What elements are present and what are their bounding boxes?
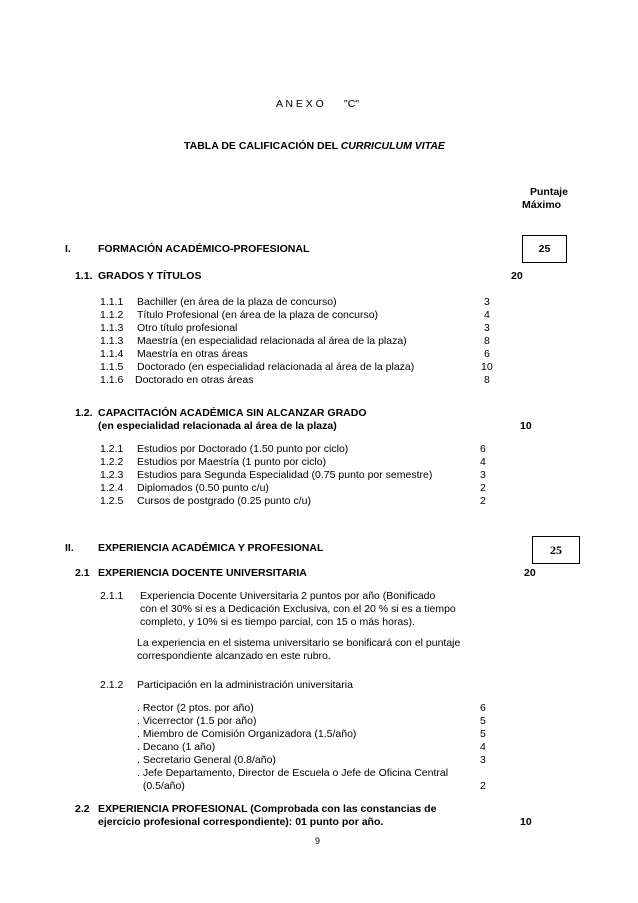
list-item-points: 3 <box>484 322 490 334</box>
admin-item-text: . Miembro de Comisión Organizadora (1.5/año) <box>137 728 357 740</box>
sub-1-1-number: 1.1. <box>75 270 93 282</box>
section-1-numeral: I. <box>65 243 71 255</box>
list-item-text: Estudios por Doctorado (1.50 punto por ciclo) <box>137 443 349 455</box>
list-item-text: Maestría en otras áreas <box>137 348 248 360</box>
list-item-text: Otro título profesional <box>137 322 238 334</box>
list-item-text: Título Profesional (en área de la plaza de concurso) <box>137 309 379 321</box>
admin-item-points: 6 <box>480 702 486 714</box>
list-item-points: 4 <box>480 456 486 468</box>
list-item-code: 1.1.1 <box>100 296 124 308</box>
annex-label: A N E X O <box>276 98 324 110</box>
sub-1-2-max: 10 <box>520 420 532 432</box>
section-2-title: EXPERIENCIA ACADÉMICA Y PROFESIONAL <box>98 542 324 554</box>
list-item-code: 1.2.2 <box>100 456 124 468</box>
item-2-1-1-code: 2.1.1 <box>100 590 124 602</box>
page-title-italic: CURRICULUM VITAE <box>340 140 445 152</box>
score-header-maximo: Máximo <box>522 199 562 211</box>
sub-1-2-title-line2: (en especialidad relacionada al área de la plaza) <box>98 420 337 432</box>
sub-1-2-number: 1.2. <box>75 407 93 419</box>
list-item-text: Doctorado (en especialidad relacionada al área de la plaza) <box>137 361 415 373</box>
list-item-text: Diplomados (0.50 punto c/u) <box>137 482 269 494</box>
admin-item-text: . Jefe Departamento, Director de Escuela o Jefe de Oficina Central <box>137 767 449 779</box>
sub-2-2-number: 2.2 <box>75 803 90 815</box>
list-item-code: 1.2.1 <box>100 443 124 455</box>
item-2-1-1-line: completo, y 10% si es tiempo parcial, con 15 o más horas). <box>140 616 415 628</box>
list-item-points: 6 <box>484 348 490 360</box>
list-item-text: Doctorado en otras áreas <box>135 374 254 386</box>
list-item-points: 3 <box>480 469 486 481</box>
list-item-code: 1.1.4 <box>100 348 124 360</box>
section-1-max-value: 25 <box>538 243 551 255</box>
sub-1-2-title: CAPACITACIÓN ACADÉMICA SIN ALCANZAR GRADO <box>98 407 367 419</box>
sub-2-1-number: 2.1 <box>75 567 90 579</box>
bonus-note-line: La experiencia en el sistema universitario se bonificará con el puntaje <box>137 637 461 649</box>
sub-2-2-title: EXPERIENCIA PROFESIONAL (Comprobada con las constancias de <box>98 803 437 815</box>
list-item-points: 3 <box>484 296 490 308</box>
list-item-code: 1.1.3 <box>100 322 124 334</box>
sub-1-1-title: GRADOS Y TÍTULOS <box>98 270 202 282</box>
item-2-1-1-line: Experiencia Docente Universitaria 2 puntos por año (Bonificado <box>140 590 436 602</box>
section-1-max-box <box>522 235 567 263</box>
section-2-numeral: II. <box>65 542 74 554</box>
item-2-1-2-text: Participación en la administración universitaria <box>137 679 353 691</box>
list-item-text: Estudios por Maestría (1 punto por ciclo) <box>137 456 327 468</box>
list-item-text: Cursos de postgrado (0.25 punto c/u) <box>137 495 311 507</box>
list-item-code: 1.2.4 <box>100 482 124 494</box>
admin-item-text: (0.5/año) <box>137 780 185 792</box>
list-item-code: 1.1.6 <box>100 374 124 386</box>
list-item-points: 2 <box>480 495 486 507</box>
list-item-code: 1.1.3 <box>100 335 124 347</box>
list-item-code: 1.2.3 <box>100 469 124 481</box>
admin-item-points: 4 <box>480 741 486 753</box>
list-item-code: 1.1.2 <box>100 309 124 321</box>
list-item-text: Bachiller (en área de la plaza de concurso) <box>137 296 337 308</box>
sub-2-2-title-line2: ejercicio profesional correspondiente): 01 punto por año. <box>98 816 384 828</box>
list-item-text: Estudios para Segunda Especialidad (0.75 punto por semestre) <box>137 469 433 481</box>
admin-item-text: . Vicerrector (1.5 por año) <box>137 715 257 727</box>
list-item-code: 1.2.5 <box>100 495 124 507</box>
admin-item-text: . Secretario General (0.8/año) <box>137 754 276 766</box>
admin-item-points: 3 <box>480 754 486 766</box>
sub-2-1-max: 20 <box>524 567 536 579</box>
section-2-max-box <box>532 536 580 564</box>
list-item-text: Maestría (en especialidad relacionada al área de la plaza) <box>137 335 407 347</box>
sub-1-1-max: 20 <box>511 270 523 282</box>
list-item-code: 1.1.5 <box>100 361 124 373</box>
bonus-note-line: correspondiente alcanzado en este rubro. <box>137 650 331 662</box>
page-title <box>184 140 445 153</box>
list-item-points: 8 <box>484 335 490 347</box>
admin-item-text: . Rector (2 ptos. por año) <box>137 702 254 714</box>
section-2-max-value: 25 <box>550 542 562 557</box>
page-number: 9 <box>315 836 321 846</box>
list-item-points: 10 <box>481 361 493 373</box>
admin-item-points: 2 <box>480 780 486 792</box>
section-1-title: FORMACIÓN ACADÉMICO-PROFESIONAL <box>98 243 310 255</box>
item-2-1-1-line: con el 30% si es a Dedicación Exclusiva, con el 20 % si es a tiempo <box>140 603 456 615</box>
sub-2-2-max: 10 <box>520 816 532 828</box>
admin-item-points: 5 <box>480 715 486 727</box>
list-item-points: 8 <box>484 374 490 386</box>
list-item-points: 4 <box>484 309 490 321</box>
admin-item-points: 5 <box>480 728 486 740</box>
admin-item-text: . Decano (1 año) <box>137 741 216 753</box>
list-item-points: 6 <box>480 443 486 455</box>
list-item-points: 2 <box>480 482 486 494</box>
item-2-1-2-code: 2.1.2 <box>100 679 124 691</box>
page-title-prefix: TABLA DE CALIFICACIÓN DEL <box>184 140 341 152</box>
annex-letter: "C" <box>344 98 360 110</box>
score-header-puntaje: Puntaje <box>530 186 568 198</box>
sub-2-1-title: EXPERIENCIA DOCENTE UNIVERSITARIA <box>98 567 307 579</box>
